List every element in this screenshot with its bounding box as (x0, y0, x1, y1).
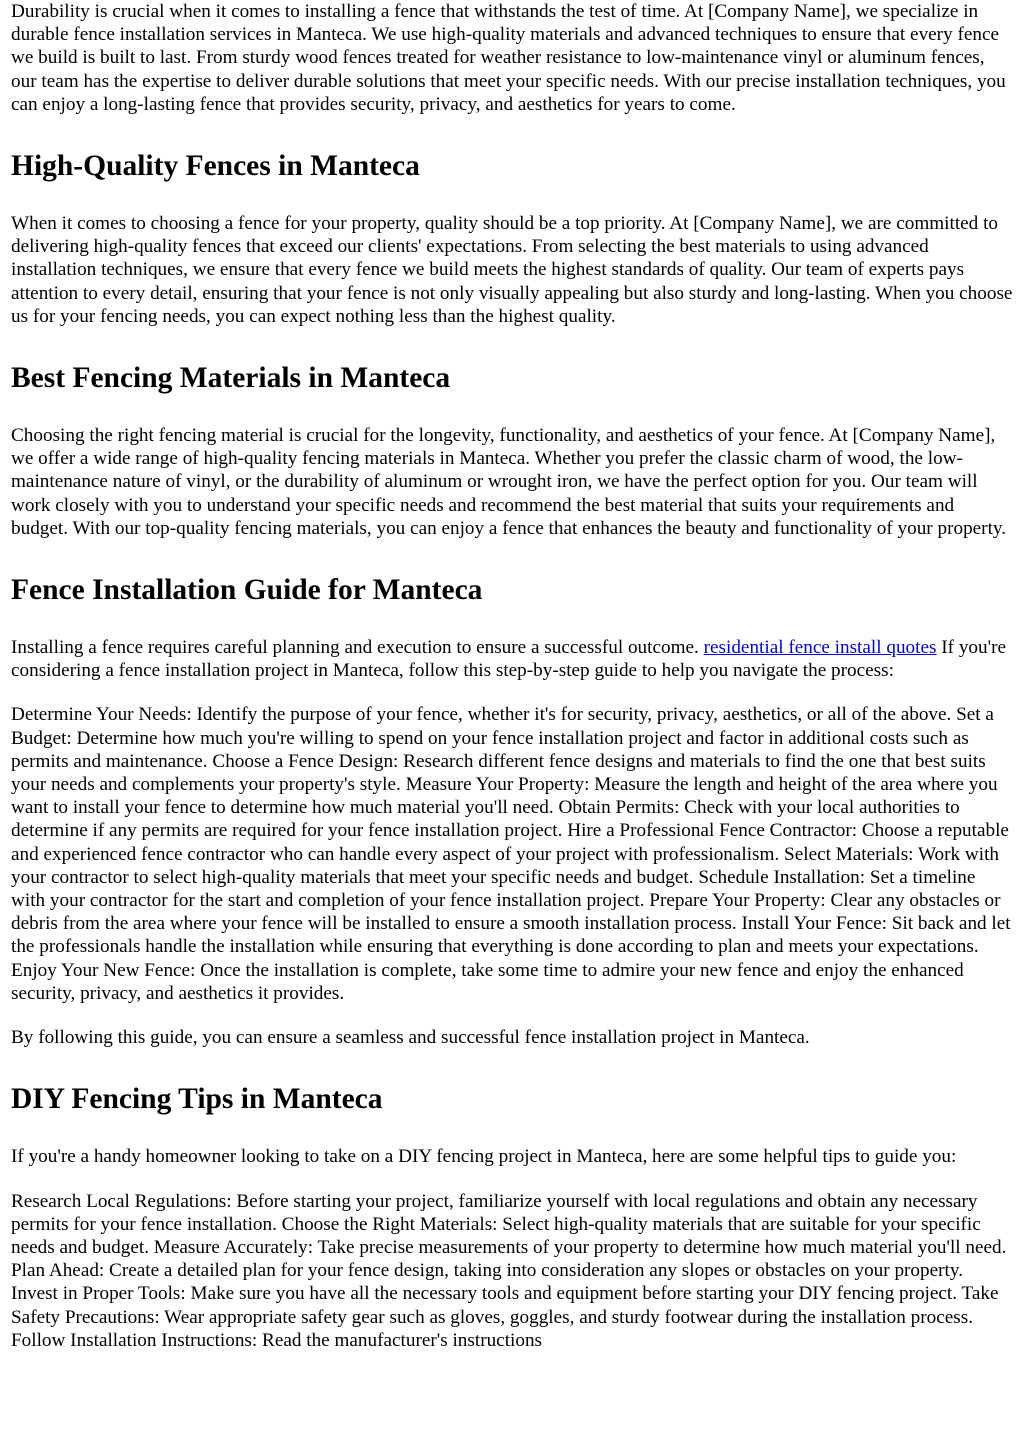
guide-heading: Fence Installation Guide for Manteca (11, 574, 483, 607)
guide-intro-text: Installing a fence requires careful planning and execution to ensure a successful outcome. (11, 637, 704, 659)
guide-closing-paragraph: By following this guide, you can ensure a seamless and successful fence installation project in Manteca. (11, 1027, 810, 1049)
diy-heading: DIY Fencing Tips in Manteca (11, 1083, 383, 1116)
materials-paragraph: Choosing the right fencing material is crucial for the longevity, functionality, and aesthetics of your fence. At [Company Name], we offer a wide range of high-quality fencing materials in Manteca. Whether you prefer the classic charm of wood, the low-maintenance nature of vinyl, or the durability of aluminum or wrought iron, we have the perfect option for you. Our team will work closely with you to understand your specific needs and recommend the best material that suits your requirements and budget. With our top-quality fencing materials, you can enjoy a fence that enhances the beauty and functionality of your property. (11, 425, 1007, 539)
diy-intro-paragraph: If you're a handy homeowner looking to take on a DIY fencing project in Manteca, here are some helpful tips to guide you: (11, 1146, 957, 1168)
intro-paragraph: Durability is crucial when it comes to installing a fence that withstands the test of time. At [Company Name], we specialize in durable fence installation services in Manteca. We use high-quality materials and advanced techniques to ensure that every fence we build is built to last. From sturdy wood fences treated for weather resistance to low-maintenance vinyl or aluminum fences, our team has the expertise to deliver durable solutions that meet your specific needs. With our precise installation techniques, you can enjoy a long-lasting fence that provides security, privacy, and aesthetics for years to come. (11, 1, 1006, 115)
diy-tips-paragraph: Research Local Regulations: Before starting your project, familiarize yourself with local regulations and obtain any necessary permits for your fence installation. Choose the Right Materials: Select high-quality materials that are suitable for your specific needs and budget. Measure Accurately: Take precise measurements of your property to determine how much material you'll need. Plan Ahead: Create a detailed plan for your fence design, taking into consideration any slopes or obstacles on your property. Invest in Proper Tools: Make sure you have all the necessary tools and equipment before starting your DIY fencing project. Take Safety Precautions: Wear appropriate safety gear such as gloves, goggles, and sturdy footwear during the installation process. Follow Installation Instructions: Read the manufacturer's instructions (11, 1190, 1007, 1351)
guide-steps-paragraph: Determine Your Needs: Identify the purpose of your fence, whether it's for security, privacy, aesthetics, or all of the above. Set a Budget: Determine how much you're willing to spend on your fence installation project and factor in additional costs such as permits and maintenance. Choose a Fence Design: Research different fence designs and materials to find the one that best suits your needs and complements your property's style. Measure Your Property: Measure the length and height of the area where you want to install your fence to determine how much material you'll need. Obtain Permits: Check with your local authorities to determine if any permits are required for your fence installation project. Hire a Professional Fence Contractor: Choose a reputable and experienced fence contractor who can handle every aspect of your project with professionalism. Select Materials: Work with your contractor to select high-quality materials that meet your specific needs and budget. Schedule Installation: Set a timeline with your contractor for the start and completion of your fence installation project. Prepare Your Property: Clear any obstacles or debris from the area where your fence will be installed to ensure a smooth installation process. Install Your Fence: Sit back and let the professionals handle the installation while ensuring that everything is done according to plan and meets your expectations. Enjoy Your New Fence: Once the installation is complete, take some time to admire your new fence and enjoy the enhanced security, privacy, and aesthetics it provides. (11, 704, 1011, 1004)
materials-heading: Best Fencing Materials in Manteca (11, 362, 451, 395)
quality-paragraph: When it comes to choosing a fence for your property, quality should be a top priority. At [Company Name], we are committed to delivering high-quality fences that exceed our clients' expectations. From selecting the best materials to using advanced installation techniques, we ensure that every fence we build meets the highest standards of quality. Our team of experts pays attention to every detail, ensuring that your fence is not only visually appealing but also sturdy and long-lasting. When you choose us for your fencing needs, you can expect nothing less than the highest quality. (11, 213, 1013, 327)
residential-fence-quotes-link[interactable]: residential fence install quotes (703, 637, 937, 659)
guide-intro-paragraph (11, 636, 1014, 682)
quality-heading: High-Quality Fences in Manteca (11, 150, 420, 183)
guide-intro-rest: If you're considering a fence installation project in Manteca, follow this step-by-step guide to help you navigate the process: (11, 637, 1006, 682)
